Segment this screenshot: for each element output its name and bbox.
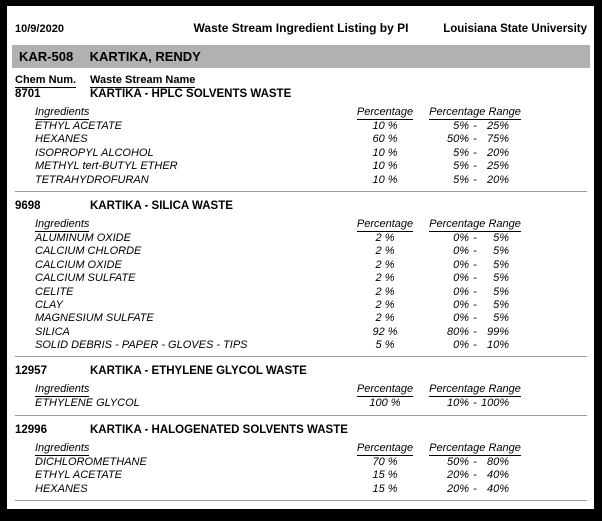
range-dash: - <box>473 298 477 311</box>
chem-num: 8701 <box>15 88 41 100</box>
range-high: 25% <box>486 160 509 173</box>
waste-stream-section <box>7 200 594 358</box>
ingredient-name: ETHYLENE GLYCOL <box>35 397 140 410</box>
ingredient-percentage: 2 % <box>375 272 395 285</box>
ingredient-column-headers <box>7 442 594 456</box>
ingredient-row <box>7 259 594 272</box>
ingredient-percentage-range <box>425 174 525 186</box>
ingredient-name: ALUMINUM OXIDE <box>35 231 131 244</box>
range-low: 0% <box>453 272 469 285</box>
ingredient-percentage: 10 % <box>372 160 398 173</box>
range-high: 10% <box>486 339 509 352</box>
ingredients-header-cell <box>35 442 345 456</box>
range-dash: - <box>473 455 477 468</box>
range-high: 25% <box>486 120 509 132</box>
percentage-range-header: Percentage Range <box>429 217 521 230</box>
ingredient-row <box>7 160 594 173</box>
range-high: 80% <box>486 455 509 468</box>
ingredient-row <box>7 312 594 325</box>
ingredient-percentage: 2 % <box>375 298 395 311</box>
range-low: 50% <box>446 133 469 146</box>
ingredient-percentage-range <box>425 232 525 244</box>
ingredient-name: ISOPROPYL ALCOHOL <box>35 146 154 159</box>
waste-stream-name-header: Waste Stream Name <box>90 74 196 86</box>
range-low: 0% <box>453 258 469 271</box>
section-separator <box>15 415 587 416</box>
range-dash: - <box>473 469 477 482</box>
ingredient-percentage-range <box>425 160 525 172</box>
range-high: 5% <box>493 312 509 325</box>
chem-num-header: Chem Num. <box>15 74 77 86</box>
ingredient-row <box>7 483 594 496</box>
ingredient-percentage: 10 % <box>372 146 398 159</box>
ingredient-percentage-range <box>425 326 525 338</box>
ingredients-header: Ingredients <box>35 106 90 118</box>
ingredient-percentage: 5 % <box>375 339 395 352</box>
ingredient-percentage: 100 % <box>369 397 401 410</box>
ingredient-row <box>7 326 594 339</box>
ingredient-percentage-range <box>425 339 525 351</box>
range-low: 5% <box>453 146 469 159</box>
range-dash: - <box>473 397 477 410</box>
ingredient-percentage-range <box>425 133 525 145</box>
ingredient-row <box>7 286 594 299</box>
ingredient-column-headers <box>7 383 594 397</box>
table-column-headers <box>7 74 594 88</box>
percentage-range-header-cell <box>425 442 525 456</box>
ingredient-percentage: 10 % <box>372 173 398 186</box>
range-low: 20% <box>446 469 469 482</box>
waste-stream-name: KARTIKA - ETHYLENE GLYCOL WASTE <box>90 365 307 378</box>
range-dash: - <box>473 258 477 271</box>
range-dash: - <box>473 245 477 258</box>
institution-name: Louisiana State University <box>443 23 587 35</box>
ingredient-name: ETHYL ACETATE <box>35 120 123 132</box>
percentage-header: Percentage <box>356 217 414 230</box>
section-separator <box>15 500 587 501</box>
range-dash: - <box>473 231 477 244</box>
percentage-range-header-cell <box>425 106 525 120</box>
ingredient-name: CALCIUM SULFATE <box>35 272 136 285</box>
ingredients-header: Ingredients <box>35 383 90 396</box>
ingredient-percentage: 15 % <box>372 482 398 495</box>
range-low: 0% <box>453 245 469 258</box>
range-high: 5% <box>493 245 509 258</box>
range-low: 5% <box>453 120 469 132</box>
range-dash: - <box>473 312 477 325</box>
range-dash: - <box>473 120 477 132</box>
ingredient-row <box>7 120 594 133</box>
ingredient-percentage-range <box>425 120 525 132</box>
range-low: 0% <box>453 339 469 352</box>
range-high: 40% <box>486 469 509 482</box>
section-heading <box>7 88 594 101</box>
ingredient-row <box>7 397 594 410</box>
waste-stream-section <box>7 424 594 501</box>
range-low: 0% <box>453 285 469 298</box>
ingredient-name: SOLID DEBRIS - PAPER - GLOVES - TIPS <box>35 339 248 352</box>
ingredient-percentage: 2 % <box>375 231 395 244</box>
range-low: 10% <box>446 397 469 410</box>
percentage-header: Percentage <box>356 441 414 454</box>
range-high: 5% <box>493 298 509 311</box>
range-high: 5% <box>493 231 509 244</box>
ingredient-percentage-range <box>425 286 525 298</box>
range-dash: - <box>473 146 477 159</box>
ingredient-percentage-range <box>425 312 525 324</box>
ingredient-percentage: 2 % <box>375 285 395 298</box>
ingredient-name: CELITE <box>35 285 74 298</box>
ingredients-header-cell <box>35 218 345 232</box>
range-high: 75% <box>486 133 509 146</box>
ingredient-name: CALCIUM CHLORDE <box>35 245 142 258</box>
section-heading <box>7 200 594 213</box>
ingredient-row <box>7 469 594 482</box>
ingredients-header-cell <box>35 383 345 397</box>
range-high: 5% <box>493 272 509 285</box>
ingredient-name: SILICA <box>35 325 70 338</box>
ingredient-percentage-range <box>425 272 525 284</box>
range-low: 80% <box>446 325 469 338</box>
ingredient-rows <box>7 232 594 353</box>
ingredient-name: METHYL tert-BUTYL ETHER <box>35 160 178 173</box>
ingredient-percentage: 2 % <box>375 245 395 258</box>
ingredient-percentage: 70 % <box>372 455 398 468</box>
ingredient-name: HEXANES <box>35 482 88 495</box>
ingredient-percentage-range <box>425 245 525 257</box>
ingredient-percentage: 2 % <box>375 312 395 325</box>
range-high: 99% <box>486 325 509 338</box>
waste-stream-name: KARTIKA - SILICA WASTE <box>90 199 233 212</box>
range-low: 0% <box>453 312 469 325</box>
range-dash: - <box>473 133 477 146</box>
waste-stream-name-header-cell <box>90 74 195 88</box>
ingredient-row <box>7 339 594 352</box>
ingredient-rows <box>7 456 594 496</box>
section-heading <box>7 365 594 378</box>
report-date: 10/9/2020 <box>15 23 64 35</box>
ingredient-name: CALCIUM OXIDE <box>35 258 122 271</box>
waste-stream-name: KARTIKA - HPLC SOLVENTS WASTE <box>90 88 292 100</box>
range-low: 50% <box>446 455 469 468</box>
range-high: 5% <box>493 258 509 271</box>
range-low: 5% <box>453 160 469 173</box>
ingredient-row <box>7 299 594 312</box>
ingredient-row <box>7 245 594 258</box>
section-heading <box>7 424 594 437</box>
ingredient-percentage: 60 % <box>372 133 398 146</box>
ingredient-percentage-range <box>425 483 525 495</box>
ingredient-percentage-range <box>425 456 525 468</box>
percentage-range-header-cell <box>425 383 525 397</box>
percentage-header-cell <box>345 106 425 120</box>
chem-num: 12996 <box>15 423 47 436</box>
ingredient-percentage-range <box>425 469 525 481</box>
ingredient-name: DICHLOROMETHANE <box>35 455 147 468</box>
ingredient-column-headers <box>7 218 594 232</box>
ingredient-name: TETRAHYDROFURAN <box>35 173 149 186</box>
section-separator <box>15 356 587 357</box>
ingredients-header-cell <box>35 106 345 120</box>
chem-num-cell <box>15 200 90 212</box>
percentage-range-header: Percentage Range <box>429 106 521 118</box>
range-dash: - <box>473 285 477 298</box>
chem-num-cell <box>15 424 90 436</box>
chem-num-header-cell <box>15 74 90 88</box>
range-dash: - <box>473 272 477 285</box>
pi-code: KAR-508 <box>19 49 74 64</box>
ingredients-header: Ingredients <box>35 441 90 454</box>
ingredient-row <box>7 174 594 187</box>
chem-num: 9698 <box>15 199 41 212</box>
ingredient-row <box>7 232 594 245</box>
ingredient-percentage: 15 % <box>372 469 398 482</box>
percentage-range-header-cell <box>425 218 525 232</box>
chem-num: 12957 <box>15 365 47 378</box>
range-high: 5% <box>493 285 509 298</box>
range-low: 20% <box>446 482 469 495</box>
ingredient-percentage: 92 % <box>372 325 398 338</box>
percentage-range-header: Percentage Range <box>429 441 521 454</box>
ingredient-percentage: 2 % <box>375 258 395 271</box>
ingredient-name: ETHYL ACETATE <box>35 469 123 482</box>
ingredient-percentage: 10 % <box>372 120 398 132</box>
chem-num-cell <box>15 365 90 377</box>
range-high: 100% <box>481 397 510 410</box>
section-separator <box>15 191 587 192</box>
range-dash: - <box>473 325 477 338</box>
report-title: Waste Stream Ingredient Listing by PI <box>193 21 409 35</box>
report-header <box>7 21 594 35</box>
range-high: 40% <box>486 482 509 495</box>
range-low: 5% <box>453 173 469 186</box>
percentage-header-cell <box>345 383 425 397</box>
ingredient-rows <box>7 397 594 410</box>
range-low: 0% <box>453 231 469 244</box>
percentage-range-header: Percentage Range <box>429 383 521 396</box>
range-dash: - <box>473 482 477 495</box>
ingredient-percentage-range <box>425 147 525 159</box>
ingredient-name: HEXANES <box>35 133 88 146</box>
range-dash: - <box>473 339 477 352</box>
percentage-header-cell <box>345 442 425 456</box>
pi-name: KARTIKA, RENDY <box>89 49 201 64</box>
ingredient-row <box>7 133 594 146</box>
ingredient-percentage-range <box>425 259 525 271</box>
range-high: 20% <box>486 173 509 186</box>
ingredient-row <box>7 456 594 469</box>
waste-stream-name: KARTIKA - HALOGENATED SOLVENTS WASTE <box>90 423 348 436</box>
ingredient-row <box>7 272 594 285</box>
ingredient-name: CLAY <box>35 298 63 311</box>
ingredient-percentage-range <box>425 397 525 409</box>
range-high: 20% <box>486 146 509 159</box>
range-dash: - <box>473 173 477 186</box>
ingredient-column-headers <box>7 106 594 120</box>
ingredient-percentage-range <box>425 299 525 311</box>
percentage-header: Percentage <box>356 106 414 118</box>
chem-num-cell <box>15 88 90 100</box>
waste-stream-section <box>7 365 594 415</box>
ingredients-header: Ingredients <box>35 217 90 230</box>
ingredient-rows <box>7 120 594 187</box>
waste-stream-section <box>7 88 594 192</box>
percentage-header-cell <box>345 218 425 232</box>
ingredient-row <box>7 147 594 160</box>
percentage-header: Percentage <box>356 383 414 396</box>
range-dash: - <box>473 160 477 173</box>
range-low: 0% <box>453 298 469 311</box>
pi-bar <box>12 45 590 68</box>
sections-container <box>7 88 594 501</box>
ingredient-name: MAGNESIUM SULFATE <box>35 312 154 325</box>
